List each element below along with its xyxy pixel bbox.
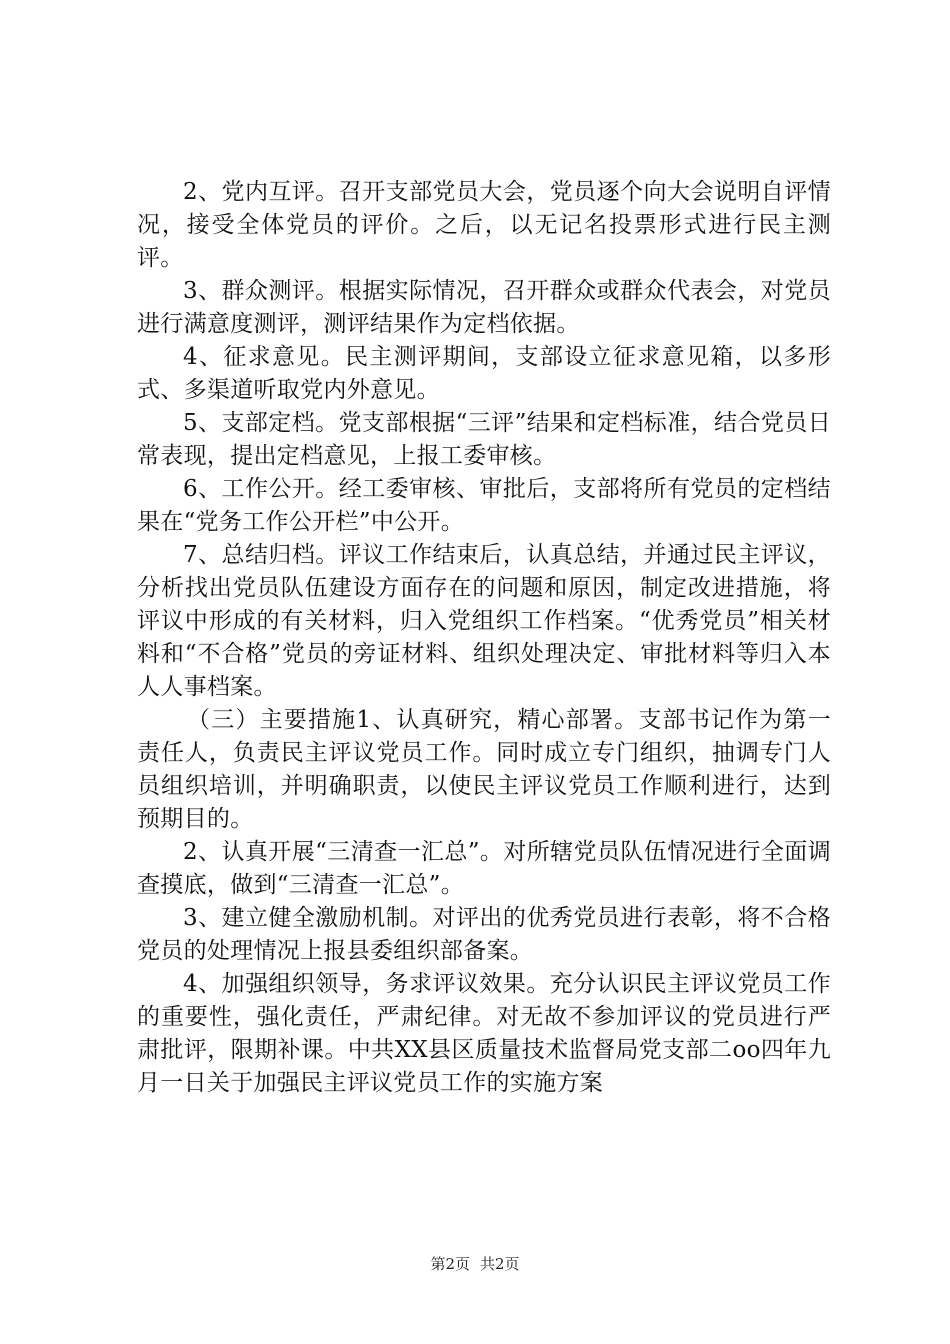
document-body: [137, 176, 831, 1100]
paragraph-mutual-evaluation: 2、党内互评。召开支部党员大会，党员逐个向大会说明自评情况，接受全体党员的评价。之后，以无记名投票形式进行民主测评。: [137, 179, 831, 271]
paragraph-organization-leadership: 4、加强组织领导，务求评议效果。充分认识民主评议党员工作的重要性，强化责任，严肃纪律。对无故不参加评议的党员进行严肃批评，限期补课。中共XX县区质量技术监督局党支部二oo四年九月一日关于加强民主评议党员工作的实施方案: [137, 971, 831, 1096]
page-total: 共2页: [480, 1255, 520, 1273]
paragraph-three-checks: 2、认真开展“三清查一汇总”。对所辖党员队伍情况进行全面调查摸底，做到“三清查一汇总”。: [137, 839, 831, 898]
page-footer: [0, 1254, 950, 1274]
paragraph-public-evaluation: 3、群众测评。根据实际情况，召开群众或群众代表会，对党员进行满意度测评，测评结果作为定档依据。: [137, 278, 831, 337]
paragraph-solicit-opinions: 4、征求意见。民主测评期间，支部设立征求意见箱，以多形式、多渠道听取党内外意见。: [137, 344, 831, 403]
page-number: 第2页: [430, 1255, 470, 1273]
paragraph-main-measures: （三）主要措施1、认真研究，精心部署。支部书记作为第一责任人，负责民主评议党员工作。同时成立专门组织，抽调专门人员组织培训，并明确职责，以使民主评议党员工作顺利进行，达到预期目的。: [137, 707, 831, 832]
paragraph-work-publicity: 6、工作公开。经工委审核、审批后，支部将所有党员的定档结果在“党务工作公开栏”中公开。: [137, 476, 831, 535]
paragraph-incentive-mechanism: 3、建立健全激励机制。对评出的优秀党员进行表彰，将不合格党员的处理情况上报县委组织部备案。: [137, 905, 831, 964]
paragraph-branch-grading: 5、支部定档。党支部根据“三评”结果和定档标准，结合党员日常表现，提出定档意见，上报工委审核。: [137, 410, 831, 469]
paragraph-summary-archive: 7、总结归档。评议工作结束后，认真总结，并通过民主评议，分析找出党员队伍建设方面存在的问题和原因，制定改进措施，将评议中形成的有关材料，归入党组织工作档案。“优秀党员”相关材料和“不合格”党员的旁证材料、组织处理决定、审批材料等归入本人人事档案。: [137, 542, 831, 700]
